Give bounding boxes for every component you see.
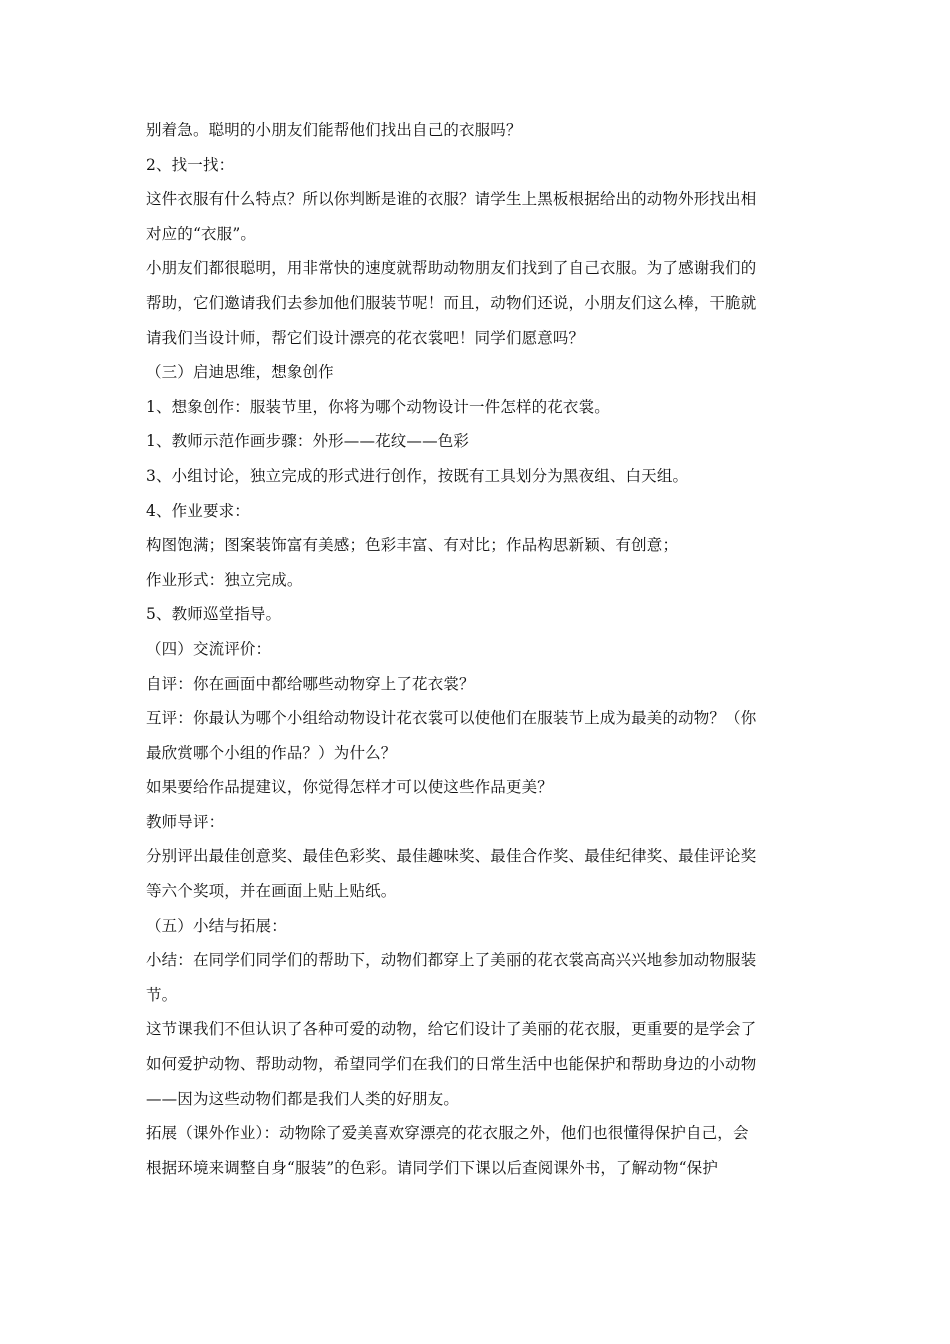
- text-line: 节。: [146, 985, 178, 1004]
- section-heading: （四）交流评价：: [146, 639, 272, 658]
- text-line: 请我们当设计师，帮它们设计漂亮的花衣裳吧！同学们愿意吗？: [146, 328, 585, 347]
- text-line: 4、作业要求：: [146, 501, 250, 520]
- text-line: 小结：在同学们同学们的帮助下，动物们都穿上了美丽的花衣裳高高兴兴地参加动物服装: [146, 951, 757, 970]
- text-line: 教师导评：: [146, 812, 225, 831]
- text-line: 这节课我们不但认识了各种可爱的动物，给它们设计了美丽的花衣服，更重要的是学会了: [146, 1020, 757, 1039]
- text-line: 作业形式：独立完成。: [146, 570, 303, 589]
- text-line: 5、教师巡堂指导。: [146, 605, 282, 624]
- text-line: 最欣赏哪个小组的作品？）为什么？: [146, 743, 397, 762]
- text-line: 如何爱护动物、帮助动物，希望同学们在我们的日常生活中也能保护和帮助身边的小动物: [146, 1055, 757, 1074]
- text-line: 2、找一找：: [146, 155, 235, 174]
- text-line: 3、小组讨论，独立完成的形式进行创作，按既有工具划分为黑夜组、白天组。: [146, 466, 689, 485]
- text-line: 1、教师示范作画步骤：外形——花纹——色彩: [146, 432, 470, 451]
- section-heading: （三）启迪思维，想象创作: [146, 363, 334, 382]
- text-line: 构图饱满；图案装饰富有美感；色彩丰富、有对比；作品构思新颖、有创意；: [146, 536, 679, 555]
- text-line: 分别评出最佳创意奖、最佳色彩奖、最佳趣味奖、最佳合作奖、最佳纪律奖、最佳评论奖: [146, 847, 757, 866]
- text-line: 对应的“衣服”。: [146, 224, 257, 243]
- text-line: 小朋友们都很聪明，用非常快的速度就帮助动物朋友们找到了自己衣服。为了感谢我们的: [146, 259, 757, 278]
- text-line: 帮助，它们邀请我们去参加他们服装节呢！而且，动物们还说，小朋友们这么棒，干脆就: [146, 293, 757, 312]
- text-line: 等六个奖项，并在画面上贴上贴纸。: [146, 882, 397, 901]
- text-line: 根据环境来调整自身“服装”的色彩。请同学们下课以后查阅课外书，了解动物“保护: [146, 1158, 718, 1177]
- section-heading: （五）小结与拓展：: [146, 916, 287, 935]
- text-line: 自评：你在画面中都给哪些动物穿上了花衣裳？: [146, 674, 475, 693]
- text-line: 如果要给作品提建议，你觉得怎样才可以使这些作品更美？: [146, 778, 553, 797]
- text-line: 别着急。聪明的小朋友们能帮他们找出自己的衣服吗？: [146, 121, 522, 139]
- text-line: 1、想象创作：服装节里，你将为哪个动物设计一件怎样的花衣裳。: [146, 397, 610, 416]
- text-line: 拓展（课外作业）：动物除了爱美喜欢穿漂亮的花衣服之外，他们也很懂得保护自己，会: [146, 1124, 749, 1143]
- text-line: ——因为这些动物们都是我们人类的好朋友。: [146, 1089, 460, 1108]
- document-body: [146, 113, 810, 1185]
- text-line: 互评：你最认为哪个小组给动物设计花衣裳可以使他们在服装节上成为最美的动物？（你: [146, 709, 757, 728]
- text-line: 这件衣服有什么特点？所以你判断是谁的衣服？请学生上黑板根据给出的动物外形找出相: [146, 190, 757, 209]
